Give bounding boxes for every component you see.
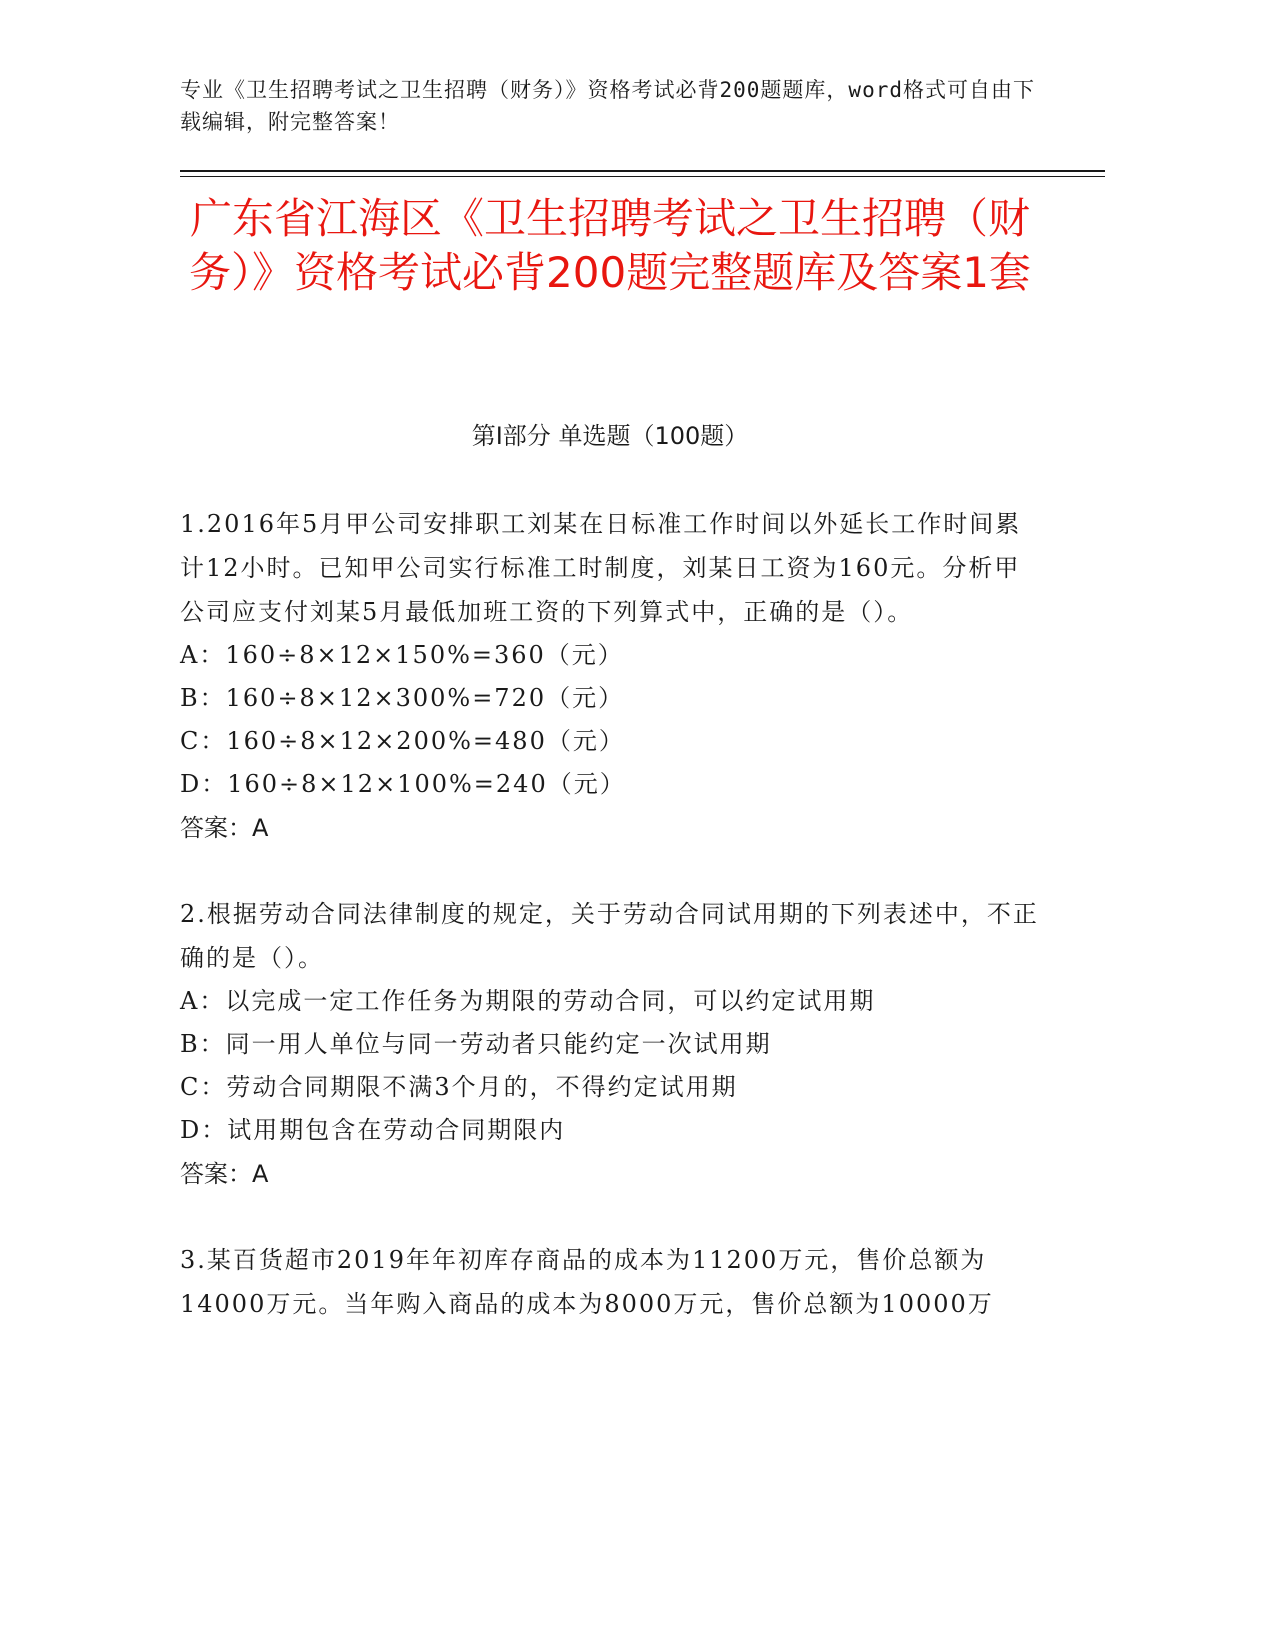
header-note: 专业《卫生招聘考试之卫生招聘（财务）》资格考试必背200题题库，word格式可自由下载编辑，附完整答案！ bbox=[180, 78, 1035, 134]
header-divider-thin bbox=[180, 176, 1105, 177]
question-stem: 3.某百货超市2019年年初库存商品的成本为11200万元，售价总额为14000万元。当年购入商品的成本为8000万元，售价总额为10000万 bbox=[180, 1246, 994, 1318]
question-3 bbox=[180, 1238, 1040, 1326]
option-b: B：160÷8×12×300%=720（元） bbox=[180, 684, 625, 712]
question-list bbox=[180, 502, 1040, 1368]
answer-line: 答案：A bbox=[180, 814, 269, 842]
option-a: A：160÷8×12×150%=360（元） bbox=[180, 641, 624, 669]
header-divider-thick bbox=[180, 170, 1105, 172]
section-title: 第I部分 单选题（100题） bbox=[471, 422, 749, 450]
question-stem: 2.根据劳动合同法律制度的规定，关于劳动合同试用期的下列表述中，不正确的是（）。 bbox=[180, 900, 1039, 972]
question-1 bbox=[180, 502, 1040, 850]
option-c: C：劳动合同期限不满3个月的，不得约定试用期 bbox=[180, 1073, 738, 1101]
option-a: A：以完成一定工作任务为期限的劳动合同，可以约定试用期 bbox=[180, 987, 876, 1015]
document-title: 广东省江海区《卫生招聘考试之卫生招聘（财务）》资格考试必背200题完整题库及答案1套 bbox=[189, 194, 1031, 297]
question-stem: 1.2016年5月甲公司安排职工刘某在日标准工作时间以外延长工作时间累计12小时。已知甲公司实行标准工时制度，刘某日工资为160元。分析甲公司应支付刘某5月最低加班工资的下列算式中，正确的是（）。 bbox=[180, 510, 1022, 626]
option-b: B：同一用人单位与同一劳动者只能约定一次试用期 bbox=[180, 1030, 772, 1058]
option-d: D：160÷8×12×100%=240（元） bbox=[180, 770, 626, 798]
question-2 bbox=[180, 892, 1040, 1196]
option-c: C：160÷8×12×200%=480（元） bbox=[180, 727, 625, 755]
option-d: D：试用期包含在劳动合同期限内 bbox=[180, 1116, 566, 1144]
answer-line: 答案：A bbox=[180, 1160, 269, 1188]
